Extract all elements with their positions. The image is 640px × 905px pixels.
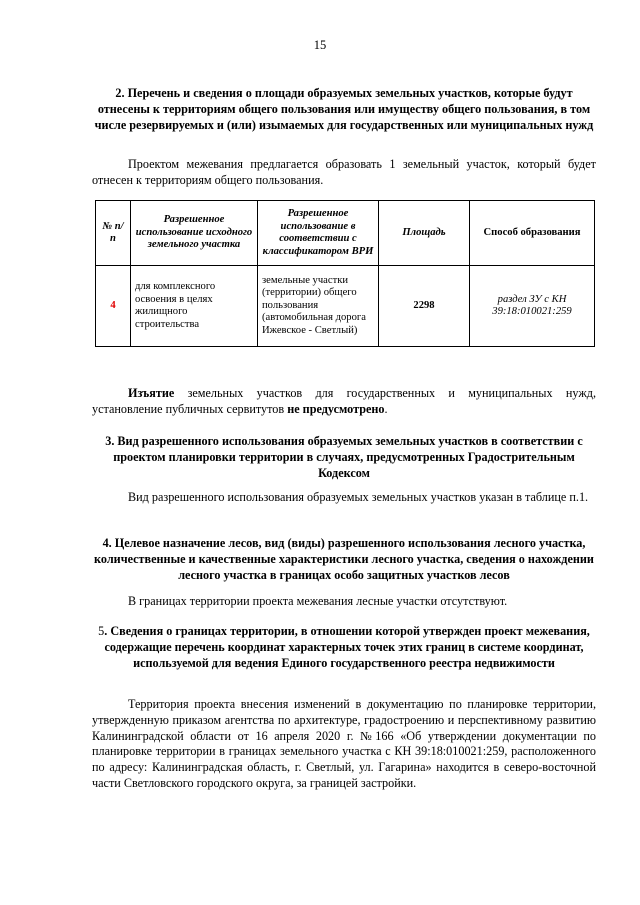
cell-area: 2298 — [379, 266, 470, 347]
section-5-number: 5 — [98, 624, 105, 638]
cell-vri-use: земельные участки (территории) общего пользования (автомобильная дорога Ижевское - Светлый) — [258, 266, 379, 347]
header-method: Способ образования — [470, 201, 595, 266]
section-2-text: Проектом межевания предлагается образовать 1 земельный участок, который будет отнесен к территориям общего пользования. — [92, 157, 596, 187]
cell-num: 4 — [96, 266, 131, 347]
header-vri-use: Разрешенное использование в соответствии с классификатором ВРИ — [258, 201, 379, 266]
seizure-middle: земельных участков для государственных и муниципальных нужд, установление публичных сервитутов — [92, 386, 596, 416]
seizure-end: . — [384, 401, 388, 416]
section-5-text: Территория проекта внесения изменений в документацию по планировке территории, утвержденную приказом агентства по архитектуре, градостроению и перспективному развитию Калининградской области от 16 апреля 2020 г. №166 «Об утверждении документации по планировке территории в границах земельного участка с КН 39:18:010021:259, расположенного по адресу: Калининградская область, г. Светлый, ул. Гагарина» находится в северо-восточной части Светловского городского округа, за границей застройки. — [92, 697, 596, 790]
seizure-bold-start: Изъятие — [128, 386, 175, 400]
section-3-text: Вид разрешенного использования образуемых земельных участков указан в таблице п.1. — [128, 490, 589, 504]
header-source-use: Разрешенное использование исходного земельного участка — [131, 201, 258, 266]
section-2-heading: 2. Перечень и сведения о площади образуемых земельных участков, которые будут отнесены к территориям общего пользования или имуществу общего пользования, в том числе резервируемых и (или) изымаемых для государственных или муниципальных нужд — [94, 86, 594, 132]
section-4-text: В границах территории проекта межевания лесные участки отсутствуют. — [128, 594, 508, 608]
section-5-heading — [92, 624, 596, 671]
seizure-paragraph — [92, 386, 596, 418]
table-row — [96, 266, 595, 347]
cell-method: раздел ЗУ с КН 39:18:010021:259 — [470, 266, 595, 347]
seizure-bold-end: не предусмотрено — [287, 401, 385, 416]
header-num: № п/п — [96, 201, 131, 266]
header-area: Площадь — [379, 201, 470, 266]
section-4-heading: 4. Целевое назначение лесов, вид (виды) разрешенного использования лесного участка, количественные и качественные характеристики лесного участка, сведения о нахождении лесного участка в границах особо защитных участков лесов — [94, 536, 594, 582]
page-number: 15 — [313, 38, 327, 52]
table-header-row — [96, 201, 595, 266]
land-plots-table — [95, 200, 595, 347]
section-3-heading: 3. Вид разрешенного использования образуемых земельных участков в соответствии с проектом планировки территории в случаях, предусмотренных Градострительным Кодексом — [105, 434, 583, 480]
section-5-heading-text: . Сведения о границах территории, в отношении которой утвержден проект межевания, содержащие перечень координат характерных точек этих границ в системе координат, используемой для ведения Единого государственного реестра недвижимости — [104, 624, 590, 670]
cell-source-use: для комплексного освоения в целях жилищного строительства — [131, 266, 258, 347]
